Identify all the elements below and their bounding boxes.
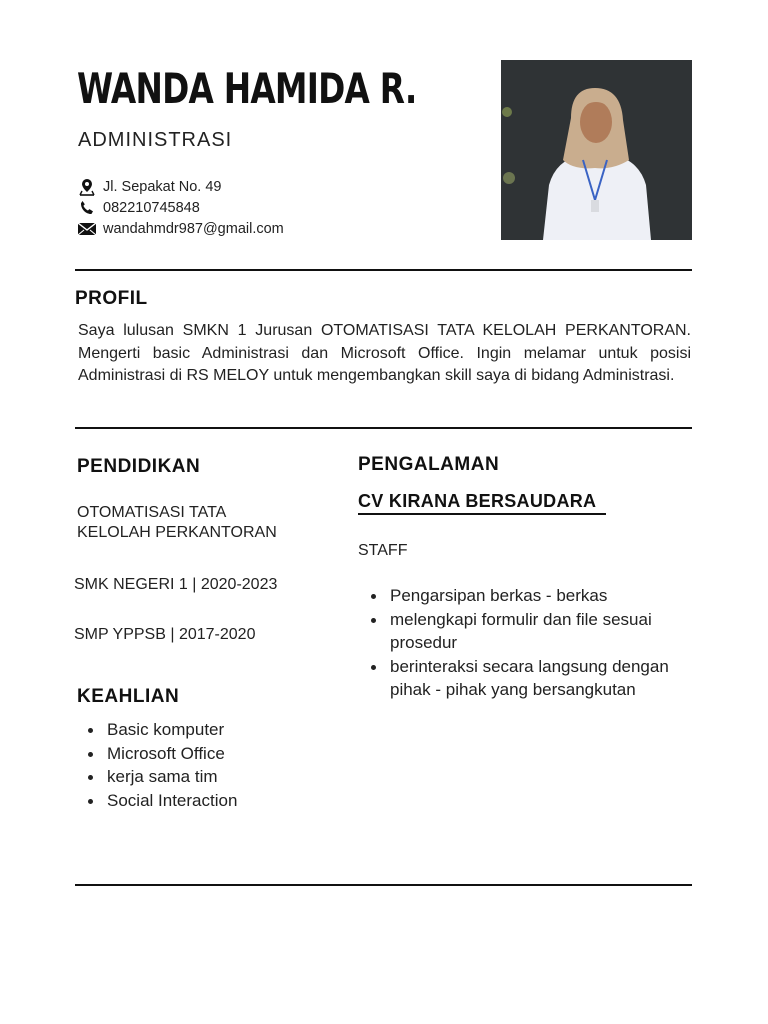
phone-icon <box>78 199 96 217</box>
list-item: Pengarsipan berkas - berkas <box>360 584 690 608</box>
job-title: ADMINISTRASI <box>78 129 233 151</box>
keahlian-heading: KEAHLIAN <box>77 686 180 707</box>
profile-photo <box>501 60 692 240</box>
profil-heading: PROFIL <box>75 288 148 309</box>
list-item: kerja sama tim <box>77 765 327 789</box>
pendidikan-heading: PENDIDIKAN <box>77 456 201 477</box>
applicant-name: WANDA HAMIDA R. <box>77 64 417 113</box>
divider-bottom <box>75 884 692 886</box>
list-item: Social Interaction <box>77 789 327 813</box>
list-item: berinteraksi secara langsung dengan pihak - pihak yang bersangkutan <box>360 655 690 702</box>
contact-address <box>78 177 378 197</box>
email-text: wandahmdr987@gmail.com <box>103 221 284 237</box>
company-name: CV KIRANA BERSAUDARA <box>358 491 606 515</box>
contact-email <box>78 219 378 239</box>
list-item: melengkapi formulir dan file sesuai prosedur <box>360 608 690 655</box>
skills-list <box>77 718 327 812</box>
contact-phone <box>78 198 378 218</box>
divider-middle <box>75 427 692 429</box>
major-line2: KELOLAH PERKANTORAN <box>77 524 277 541</box>
major-line1: OTOMATISASI TATA <box>77 504 227 521</box>
experience-list <box>360 584 690 702</box>
address-text: Jl. Sepakat No. 49 <box>103 179 222 195</box>
list-item: Microsoft Office <box>77 742 327 766</box>
envelope-icon <box>78 220 96 238</box>
phone-text: 082210745848 <box>103 200 200 216</box>
school-smk: SMK NEGERI 1 | 2020-2023 <box>74 576 278 593</box>
school-smp: SMP YPPSB | 2017-2020 <box>74 626 256 643</box>
list-item: Basic komputer <box>77 718 327 742</box>
position-title: STAFF <box>358 542 408 559</box>
pengalaman-heading: PENGALAMAN <box>358 454 500 475</box>
divider-top <box>75 269 692 271</box>
location-pin-icon <box>78 178 96 196</box>
profil-text: Saya lulusan SMKN 1 Jurusan OTOMATISASI TATA KELOLAH PERKANTORAN. Mengerti basic Administrasi dan Microsoft Office. Ingin melamar untuk posisi Administrasi di RS MELOY untuk mengembangkan skill saya di bidang Administrasi. <box>78 322 691 384</box>
